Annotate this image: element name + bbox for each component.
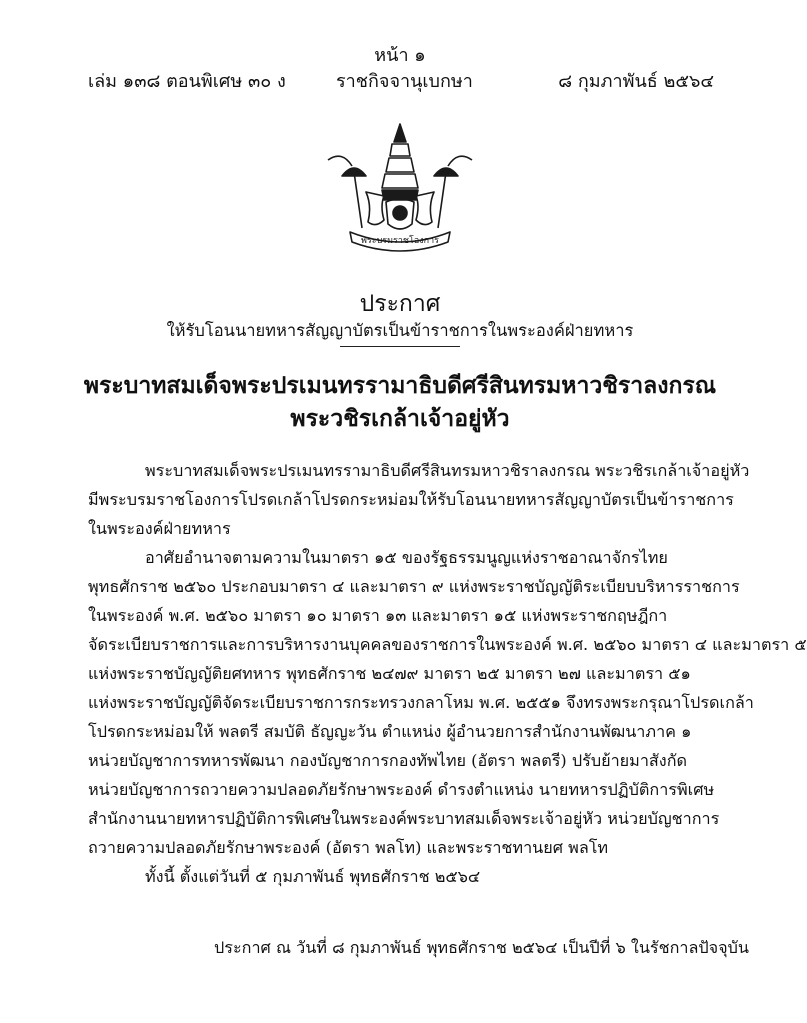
king-name-line-1: พระบาทสมเด็จพระปรเมนทรรามาธิบดีศรีสินทรมหาวชิราลงกรณ <box>83 372 717 399</box>
body-line: ถวายความปลอดภัยรักษาพระองค์ (อัตรา พลโท) และพระราชทานยศ พลโท <box>88 838 609 857</box>
announcement-title: ประกาศ <box>359 291 441 317</box>
body-line: จัดระเบียบราชการและการบริหารงานบุคคลของราชการในพระองค์ พ.ศ. ๒๕๖๐ มาตรา ๔ และมาตรา ๕ <box>88 635 807 654</box>
royal-emblem-icon <box>322 120 478 252</box>
body-line: หน่วยบัญชาการทหารพัฒนา กองบัญชาการกองทัพไทย (อัตรา พลตรี) ปรับย้ายมาสังกัด <box>88 751 688 770</box>
page-number: หน้า ๑ <box>374 45 426 66</box>
volume-info: เล่ม ๑๓๘ ตอนพิเศษ ๓๐ ง <box>88 71 286 92</box>
body-line: ในพระองค์ พ.ศ. ๒๕๖๐ มาตรา ๑๐ มาตรา ๑๓ และมาตรา ๑๕ แห่งพระราชกฤษฎีกา <box>88 606 668 625</box>
body-line: อาศัยอำนาจตามความในมาตรา ๑๕ ของรัฐธรรมนูญแห่งราชอาณาจักรไทย <box>145 548 668 567</box>
body-line: มีพระบรมราชโองการโปรดเกล้าโปรดกระหม่อมให้รับโอนนายทหารสัญญาบัตรเป็นข้าราชการ <box>88 490 734 509</box>
body-line: โปรดกระหม่อมให้ พลตรี สมบัติ ธัญญะวัน ตำแหน่ง ผู้อำนวยการสำนักงานพัฒนาภาค ๑ <box>88 722 692 741</box>
publication-date: ๘ กุมภาพันธ์ ๒๕๖๔ <box>558 71 714 92</box>
body-line: พระบาทสมเด็จพระปรเมนทรรามาธิบดีศรีสินทรมหาวชิราลงกรณ พระวชิรเกล้าเจ้าอยู่หัว <box>145 461 750 480</box>
body-line: แห่งพระราชบัญญัติยศทหาร พุทธศักราช ๒๔๗๙ มาตรา ๒๕ มาตรา ๒๗ และมาตรา ๕๑ <box>88 664 691 683</box>
body-line: พุทธศักราช ๒๕๖๐ ประกอบมาตรา ๔ และมาตรา ๙ แห่งพระราชบัญญัติระเบียบบริหารราชการ <box>88 577 740 596</box>
emblem-ribbon-text: พระบรมราชโองการ <box>360 236 440 246</box>
body-line: หน่วยบัญชาการถวายความปลอดภัยรักษาพระองค์ ดำรงตำแหน่ง นายทหารปฏิบัติการพิเศษ <box>88 780 715 799</box>
gazette-name: ราชกิจจานุเบกษา <box>336 71 473 92</box>
body-line: ในพระองค์ฝ่ายทหาร <box>88 519 231 538</box>
announcement-subtitle: ให้รับโอนนายทหารสัญญาบัตรเป็นข้าราชการในพระองค์ฝ่ายทหาร <box>166 321 634 340</box>
body-line: ทั้งนี้ ตั้งแต่วันที่ ๕ กุมภาพันธ์ พุทธศักราช ๒๕๖๔ <box>145 867 481 886</box>
king-name-line-2: พระวชิรเกล้าเจ้าอยู่หัว <box>290 405 510 432</box>
signoff-date: ประกาศ ณ วันที่ ๘ กุมภาพันธ์ พุทธศักราช ๒๕๖๔ เป็นปีที่ ๖ ในรัชกาลปัจจุบัน <box>214 938 749 957</box>
body-line: สำนักงานนายทหารปฏิบัติการพิเศษในพระองค์พระบาทสมเด็จพระเจ้าอยู่หัว หน่วยบัญชาการ <box>88 809 720 828</box>
title-divider <box>340 346 460 347</box>
body-line: แห่งพระราชบัญญัติจัดระเบียบราชการกระทรวงกลาโหม พ.ศ. ๒๕๕๑ จึงทรงพระกรุณาโปรดเกล้า <box>88 693 754 712</box>
